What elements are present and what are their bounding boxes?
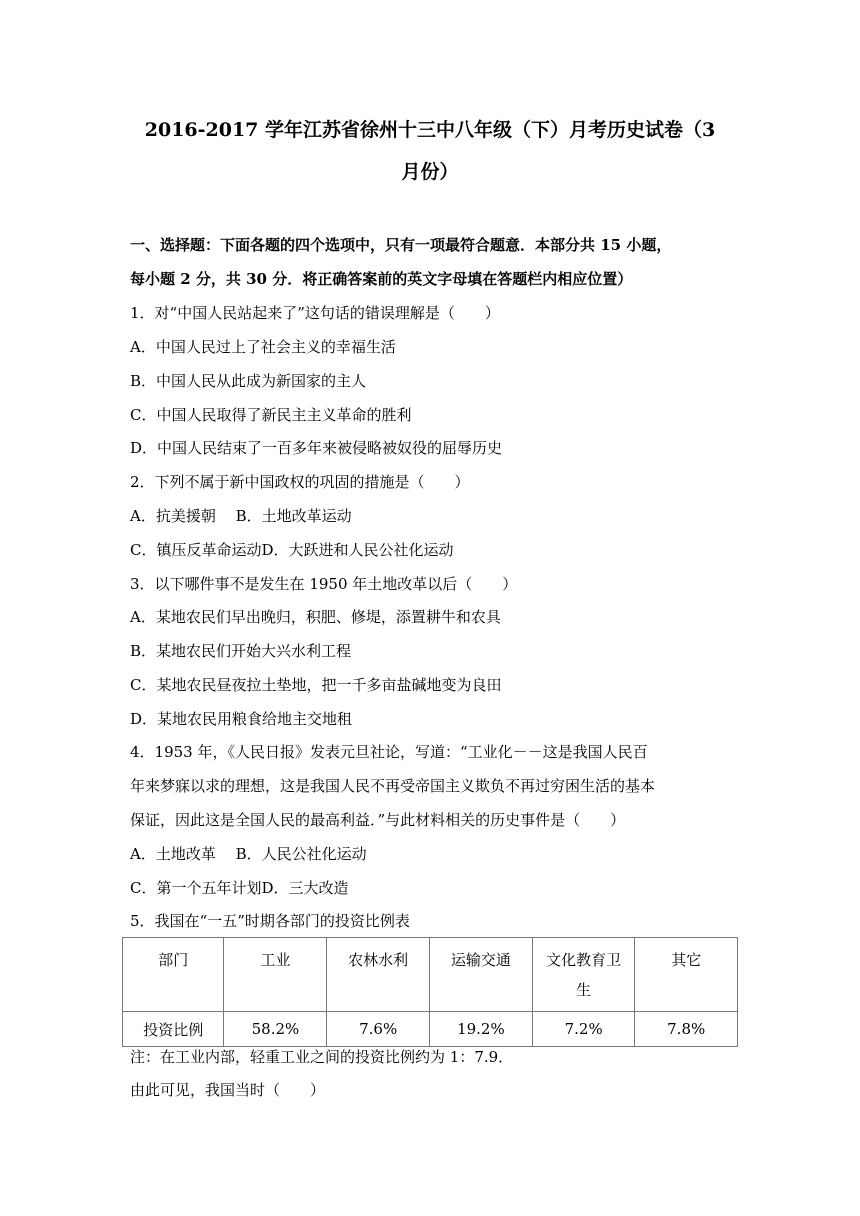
question-3-option-c: C．某地农民昼夜拉土垫地，把一千多亩盐碱地变为良田	[130, 676, 502, 694]
table-cell: 19.2%	[429, 1012, 532, 1047]
question-4-stem-line1: 4．1953 年，《人民日报》发表元旦社论，写道：“工业化－－这是我国人民百	[130, 743, 648, 761]
exam-title-line1: 2016-2017 学年江苏省徐州十三中八年级（下）月考历史试卷（3	[144, 119, 716, 141]
question-5-note: 注：在工业内部，轻重工业之间的投资比例约为 1：7.9．	[130, 1048, 514, 1066]
question-5-follow-up: 由此可见，我国当时（ ）	[130, 1081, 326, 1099]
table-header-cell: 工业	[224, 938, 327, 1012]
table-header-cell: 部门	[123, 938, 224, 1012]
question-4-options-cd: C．第一个五年计划D．三大改造	[130, 879, 349, 897]
section-instruction-line2: 每小题 2 分，共 30 分．将正确答案前的英文字母填在答题栏内相应位置）	[130, 270, 633, 288]
table-cell: 投资比例	[123, 1012, 224, 1047]
table-header-row	[123, 938, 738, 1012]
question-1-stem: 1．对“中国人民站起来了”这句话的错误理解是（ ）	[130, 304, 500, 322]
investment-ratio-table	[122, 937, 738, 1047]
table-header-cell: 其它	[635, 938, 738, 1012]
table-header-cell: 运输交通	[429, 938, 532, 1012]
section-instruction-line1: 一、选择题：下面各题的四个选项中，只有一项最符合题意．本部分共 15 小题，	[130, 236, 672, 254]
table-header-cell: 农林水利	[327, 938, 430, 1012]
question-4-options-ab: A．土地改革 B．人民公社化运动	[130, 845, 367, 863]
question-2-options-cd: C．镇压反革命运动D．大跃进和人民公社化运动	[130, 541, 454, 559]
question-1-option-d: D．中国人民结束了一百多年来被侵略被奴役的屈辱历史	[130, 439, 503, 457]
question-2-stem: 2．下列不属于新中国政权的巩固的措施是（ ）	[130, 473, 470, 491]
table-cell: 7.6%	[327, 1012, 430, 1047]
table-cell: 58.2%	[224, 1012, 327, 1047]
question-3-stem: 3．以下哪件事不是发生在 1950 年土地改革以后（ ）	[130, 575, 518, 593]
table-header-cell: 文化教育卫生	[532, 938, 635, 1012]
question-1-option-a: A．中国人民过上了社会主义的幸福生活	[130, 338, 396, 356]
question-1-option-b: B．中国人民从此成为新国家的主人	[130, 372, 367, 390]
question-4-stem-line3: 保证，因此这是全国人民的最高利益．”与此材料相关的历史事件是（ ）	[130, 811, 626, 829]
table-cell: 7.8%	[635, 1012, 738, 1047]
question-3-option-d: D．某地农民用粮食给地主交地租	[130, 710, 353, 728]
question-1-option-c: C．中国人民取得了新民主主义革命的胜利	[130, 406, 412, 424]
exam-title-line2: 月份）	[401, 161, 459, 183]
question-3-option-b: B．某地农民们开始大兴水利工程	[130, 642, 352, 660]
table-cell: 7.2%	[532, 1012, 635, 1047]
question-4-stem-line2: 年来梦寐以求的理想，这是我国人民不再受帝国主义欺负不再过穷困生活的基本	[130, 777, 656, 795]
question-5-stem: 5．我国在“一五”时期各部门的投资比例表	[130, 912, 410, 930]
table-row	[123, 1012, 738, 1047]
question-3-option-a: A．某地农民们早出晚归，积肥、修堤，添置耕牛和农具	[130, 608, 501, 626]
question-2-options-ab: A．抗美援朝 B．土地改革运动	[130, 507, 352, 525]
